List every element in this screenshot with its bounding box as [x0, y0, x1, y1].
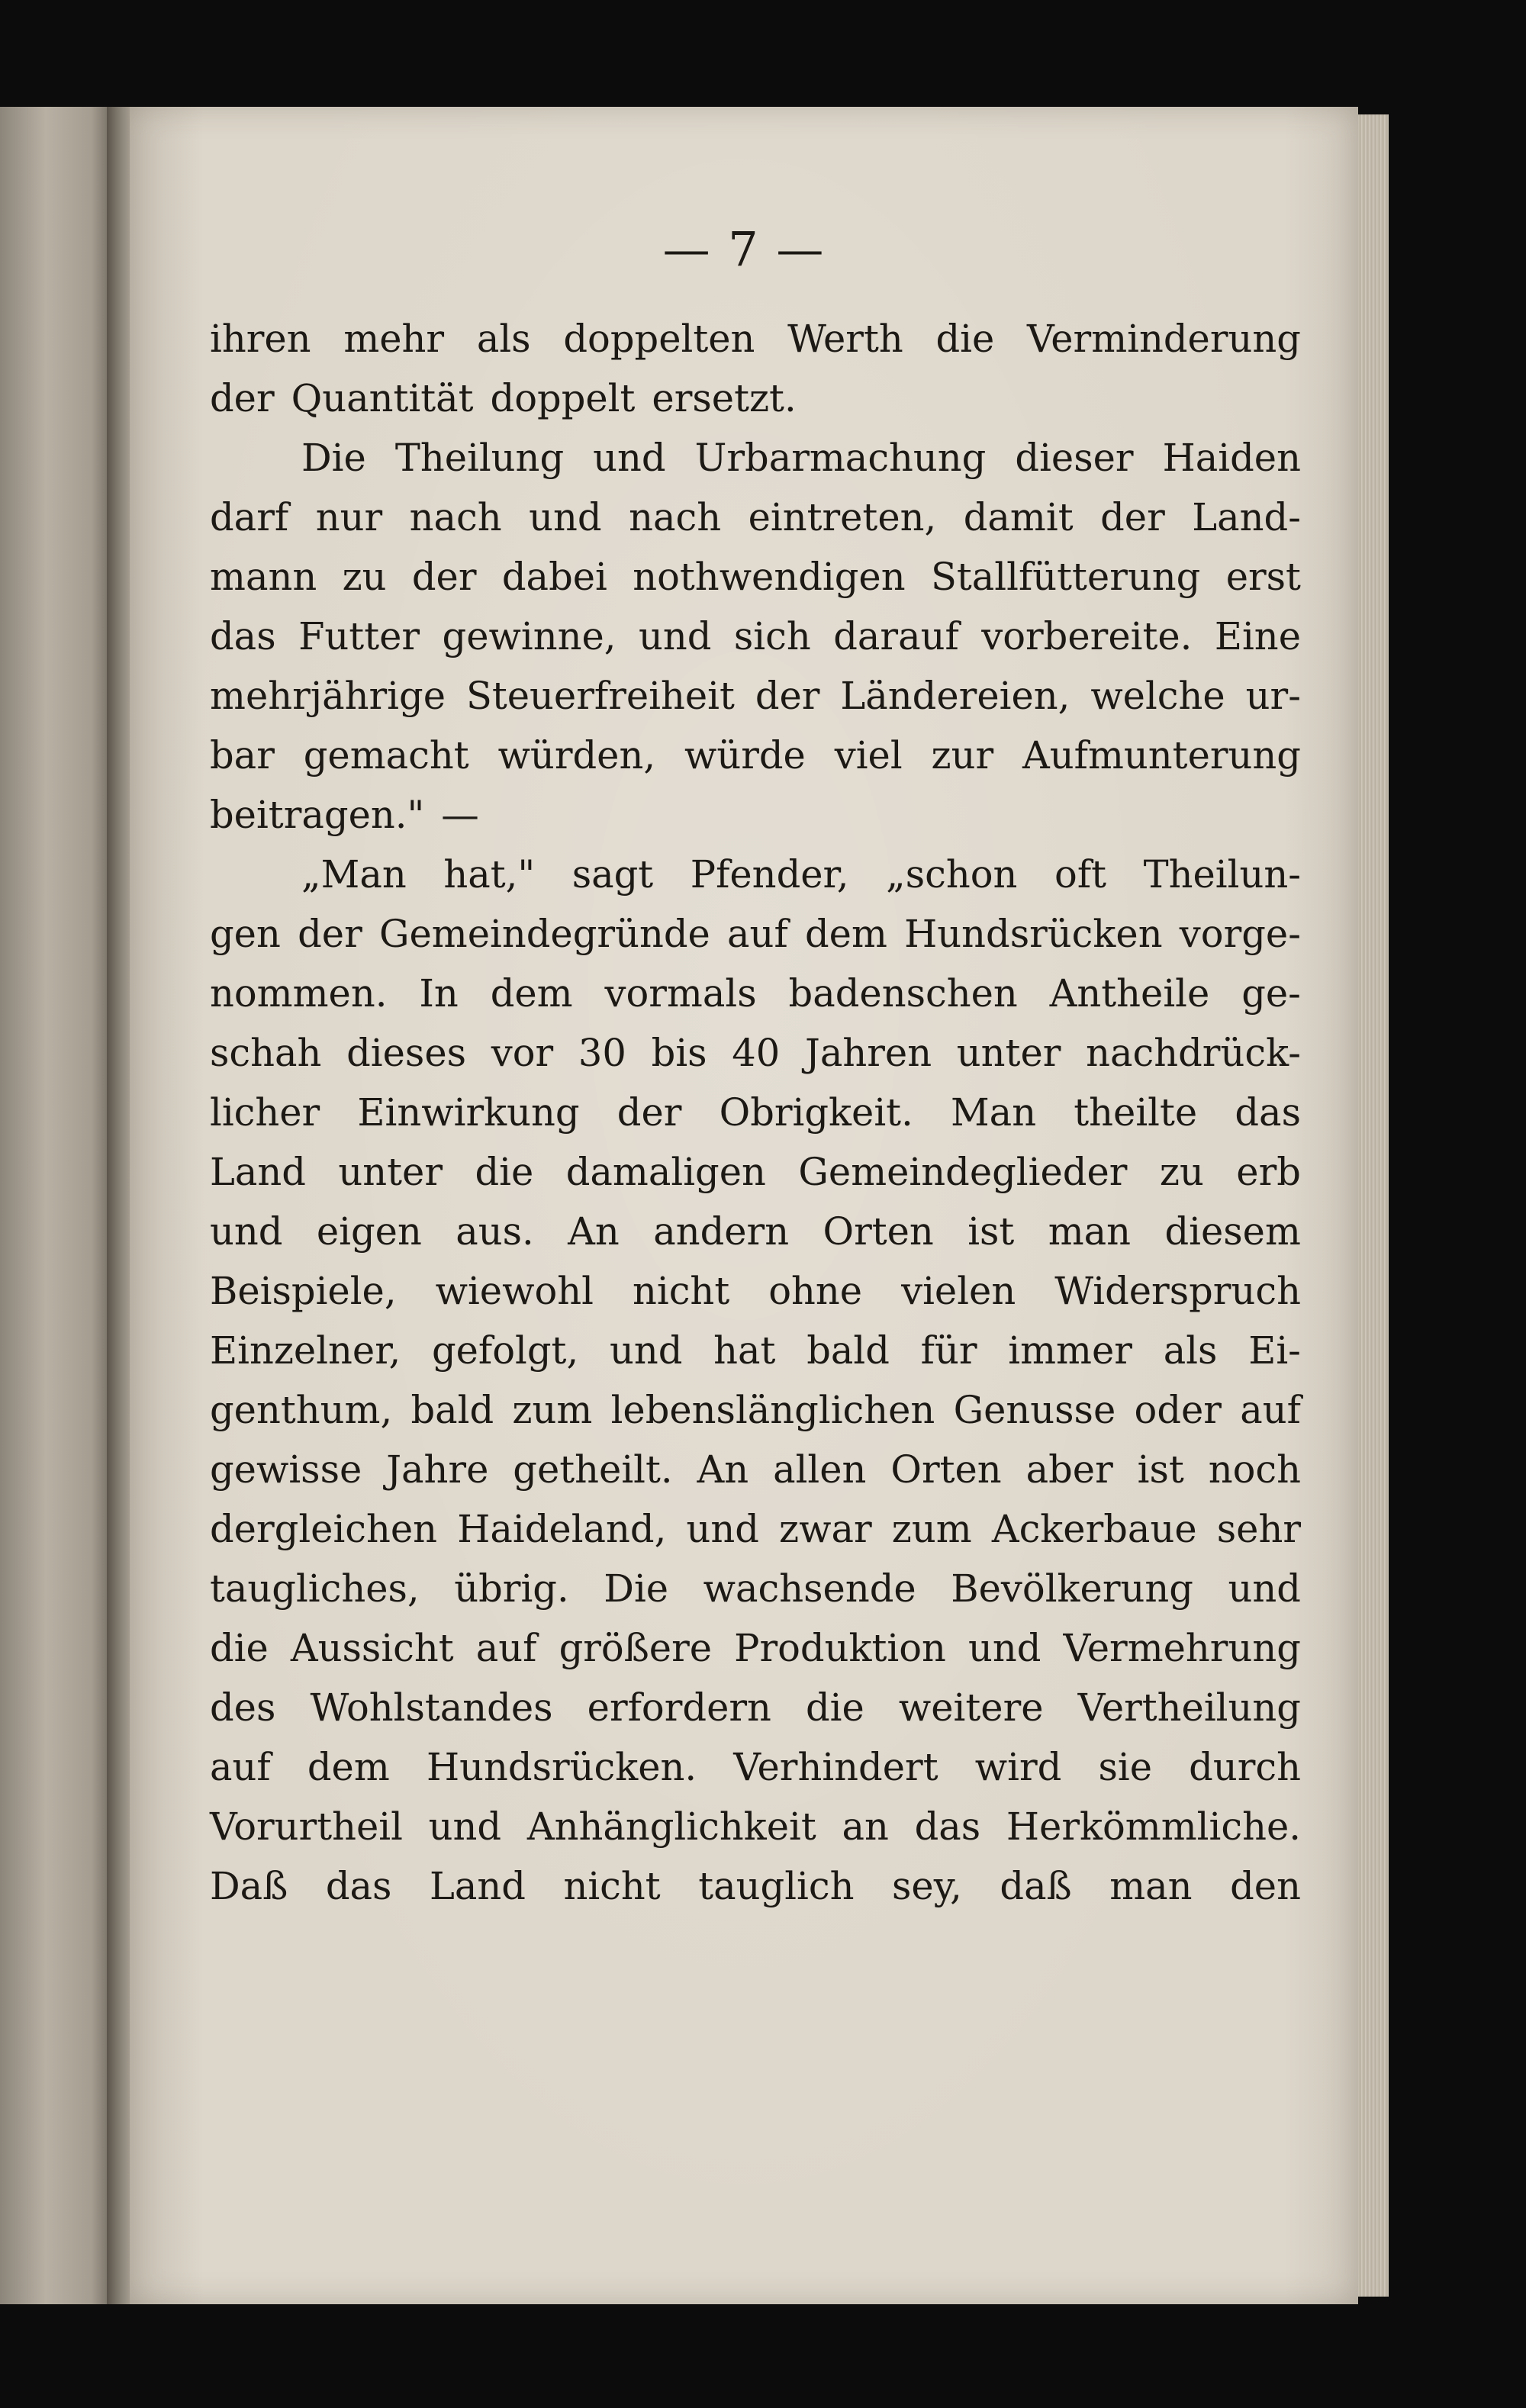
- text-line: [210, 1797, 1301, 1856]
- word: wiewohl: [435, 1269, 594, 1313]
- word: Aussicht: [290, 1626, 454, 1670]
- word: unter: [338, 1150, 443, 1194]
- word: tauglich: [698, 1864, 855, 1908]
- word: Wohlstandes: [310, 1685, 553, 1730]
- book-page: [130, 107, 1358, 2304]
- word: noch: [1208, 1447, 1301, 1492]
- word: diesem: [1164, 1209, 1301, 1254]
- text-line: [210, 1380, 1301, 1440]
- word: mehr: [343, 317, 445, 361]
- word: bald: [410, 1388, 494, 1432]
- text-line: [210, 1737, 1301, 1797]
- word: damaligen: [565, 1150, 766, 1194]
- word: aber: [1025, 1447, 1113, 1492]
- word: Man: [951, 1090, 1037, 1135]
- text-line: [210, 1618, 1301, 1678]
- word: auf: [727, 912, 788, 956]
- word: Orten: [823, 1209, 934, 1254]
- word: sagt: [571, 852, 654, 897]
- word: ist: [967, 1209, 1015, 1254]
- word: Eine: [1214, 614, 1301, 658]
- word: Daß: [210, 1864, 288, 1908]
- word: den: [1230, 1864, 1301, 1908]
- word: zum: [512, 1388, 593, 1432]
- word: Bevölkerung: [951, 1566, 1193, 1611]
- word: Einwirkung: [357, 1090, 580, 1135]
- word: 30: [578, 1031, 626, 1075]
- word: Widerspruch: [1054, 1269, 1301, 1313]
- word: vielen: [901, 1269, 1016, 1313]
- word: die: [806, 1685, 864, 1730]
- text-line: [210, 1261, 1301, 1321]
- word: Land-: [1192, 495, 1301, 539]
- word: Aufmunterung: [1022, 733, 1301, 777]
- word: ur-: [1245, 674, 1301, 718]
- page-number: — 7 —: [662, 221, 826, 277]
- word: der: [617, 1090, 682, 1135]
- text-line: [210, 666, 1301, 726]
- word: Gemeindegründe: [378, 912, 710, 956]
- word: und: [428, 1804, 502, 1849]
- word: sey,: [892, 1864, 962, 1908]
- word: 40: [732, 1031, 781, 1075]
- word: Produktion: [734, 1626, 946, 1670]
- word: hat,": [443, 852, 536, 897]
- word: dem: [804, 912, 887, 956]
- word: darauf: [833, 614, 959, 658]
- word: gemacht: [303, 733, 469, 777]
- word: Stallfütterung: [930, 555, 1201, 599]
- word: ist: [1137, 1447, 1184, 1492]
- word: doppelt: [490, 376, 636, 420]
- word: Land: [210, 1150, 306, 1194]
- word: beitragen.": [210, 793, 425, 837]
- word: auf: [1240, 1388, 1301, 1432]
- word: An: [697, 1447, 749, 1492]
- word: Vertheilung: [1077, 1685, 1301, 1730]
- word: die: [475, 1150, 534, 1194]
- word: Gemeindeglieder: [798, 1150, 1128, 1194]
- page-stack-edge: [1358, 114, 1389, 2297]
- text-line: [210, 845, 1301, 904]
- text-line: [210, 964, 1301, 1023]
- word: Quantität: [291, 376, 474, 420]
- word: dabei: [501, 555, 607, 599]
- text-line: [210, 785, 1301, 845]
- word: der: [411, 555, 477, 599]
- word: —: [441, 793, 479, 837]
- word: würden,: [497, 733, 656, 777]
- word: Die: [301, 436, 366, 480]
- word: das: [914, 1804, 981, 1849]
- word: der: [755, 674, 820, 718]
- word: schah: [210, 1031, 322, 1075]
- word: Ländereien,: [840, 674, 1070, 718]
- word: sich: [733, 614, 811, 658]
- word: „Man: [301, 852, 407, 897]
- word: Haiden: [1162, 436, 1301, 480]
- word: Steuerfreiheit: [465, 674, 735, 718]
- word: der: [1100, 495, 1165, 539]
- word: gewinne,: [442, 614, 617, 658]
- word: Jahren: [805, 1031, 932, 1075]
- word: nicht: [563, 1864, 661, 1908]
- word: die: [210, 1626, 269, 1670]
- word: durch: [1189, 1745, 1301, 1789]
- text-line: [210, 1321, 1301, 1380]
- word: und: [529, 495, 602, 539]
- word: Theilung: [394, 436, 565, 480]
- word: Hundsrücken.: [426, 1745, 697, 1789]
- word: badenschen: [788, 971, 1018, 1016]
- word: nothwendigen: [633, 555, 906, 599]
- word: oder: [1134, 1388, 1222, 1432]
- word: Pfender,: [690, 852, 849, 897]
- word: Genusse: [953, 1388, 1116, 1432]
- word: allen: [773, 1447, 867, 1492]
- word: erb: [1236, 1150, 1301, 1194]
- word: hat: [713, 1328, 776, 1373]
- word: darf: [210, 495, 289, 539]
- word: bar: [210, 733, 275, 777]
- word: doppelten: [563, 317, 755, 361]
- word: viel: [834, 733, 903, 777]
- word: Verminderung: [1027, 317, 1301, 361]
- body-text: [210, 309, 1301, 1916]
- text-line: [210, 547, 1301, 607]
- word: dieses: [346, 1031, 467, 1075]
- word: Orten: [890, 1447, 1002, 1492]
- word: eigen: [316, 1209, 422, 1254]
- word: und: [638, 614, 712, 658]
- word: Anhänglichkeit: [526, 1804, 816, 1849]
- word: an: [842, 1804, 889, 1849]
- text-line: [210, 1142, 1301, 1202]
- word: mann: [210, 555, 317, 599]
- word: übrig.: [454, 1566, 569, 1611]
- word: zum: [891, 1507, 972, 1551]
- word: Jahre: [386, 1447, 489, 1492]
- text-line: [210, 488, 1301, 547]
- text-line: [210, 1559, 1301, 1618]
- word: und: [967, 1626, 1041, 1670]
- word: Einzelner,: [210, 1328, 401, 1373]
- text-line: [210, 1083, 1301, 1142]
- text-line: [210, 607, 1301, 666]
- word: für: [920, 1328, 977, 1373]
- word: und: [1228, 1566, 1301, 1611]
- word: oft: [1054, 852, 1107, 897]
- word: und: [686, 1507, 759, 1551]
- word: dem: [307, 1745, 390, 1789]
- word: würde: [684, 733, 806, 777]
- word: welche: [1090, 674, 1225, 718]
- word: das: [325, 1864, 392, 1908]
- word: dem: [490, 971, 573, 1016]
- word: die: [935, 317, 995, 361]
- word: bis: [651, 1031, 707, 1075]
- word: Werth: [787, 317, 903, 361]
- word: vorbereite.: [981, 614, 1193, 658]
- word: Obrigkeit.: [719, 1090, 913, 1135]
- word: zur: [931, 733, 994, 777]
- word: gefolgt,: [431, 1328, 579, 1373]
- word: unter: [956, 1031, 1061, 1075]
- text-line: [210, 1023, 1301, 1083]
- word: bald: [806, 1328, 890, 1373]
- word: Ackerbaue: [991, 1507, 1197, 1551]
- word: ge-: [1241, 971, 1301, 1016]
- word: sie: [1098, 1745, 1152, 1789]
- word: der: [298, 912, 362, 956]
- word: Hundsrücken: [904, 912, 1163, 956]
- word: „schon: [886, 852, 1018, 897]
- text-line: [210, 428, 1301, 488]
- word: In: [419, 971, 459, 1016]
- word: dergleichen: [210, 1507, 438, 1551]
- word: als: [476, 317, 531, 361]
- word: ersetzt.: [652, 376, 797, 420]
- text-line: [210, 1678, 1301, 1737]
- word: Antheile: [1049, 971, 1210, 1016]
- word: auf: [210, 1745, 271, 1789]
- word: zwar: [779, 1507, 872, 1551]
- word: Die: [604, 1566, 669, 1611]
- text-line: [210, 726, 1301, 785]
- word: lebenslänglichen: [610, 1388, 935, 1432]
- text-line: [210, 309, 1301, 369]
- word: größere: [559, 1626, 713, 1670]
- text-line: [210, 1202, 1301, 1261]
- facing-page-edge: [0, 107, 114, 2304]
- word: Futter: [298, 614, 420, 658]
- word: vormals: [604, 971, 757, 1016]
- word: dieser: [1015, 436, 1134, 480]
- word: und: [609, 1328, 683, 1373]
- word: ohne: [768, 1269, 863, 1313]
- word: andern: [653, 1209, 790, 1254]
- word: damit: [963, 495, 1074, 539]
- word: aus.: [456, 1209, 534, 1254]
- word: sehr: [1216, 1507, 1301, 1551]
- word: Herkömmliche.: [1006, 1804, 1301, 1849]
- word: des: [210, 1685, 276, 1730]
- word: vorge-: [1179, 912, 1301, 956]
- word: und: [593, 436, 666, 480]
- word: Ei-: [1248, 1328, 1301, 1373]
- word: theilte: [1074, 1090, 1198, 1135]
- word: mehrjährige: [210, 674, 446, 718]
- word: immer: [1008, 1328, 1132, 1373]
- word: gen: [210, 912, 281, 956]
- word: weitere: [898, 1685, 1044, 1730]
- word: getheilt.: [513, 1447, 673, 1492]
- word: nachdrück-: [1086, 1031, 1301, 1075]
- word: erfordern: [587, 1685, 771, 1730]
- word: Vorurtheil: [210, 1804, 403, 1849]
- word: das: [210, 614, 276, 658]
- word: man: [1048, 1209, 1132, 1254]
- word: Urbarmachung: [694, 436, 987, 480]
- word: gewisse: [210, 1447, 362, 1492]
- word: vor: [491, 1031, 554, 1075]
- word: zu: [342, 555, 387, 599]
- word: Vermehrung: [1063, 1626, 1301, 1670]
- word: man: [1109, 1864, 1193, 1908]
- text-line: [210, 1856, 1301, 1916]
- word: genthum,: [210, 1388, 393, 1432]
- word: wird: [974, 1745, 1062, 1789]
- word: erst: [1225, 555, 1301, 599]
- text-line: [210, 904, 1301, 964]
- text-line: [210, 369, 1301, 428]
- text-line: [210, 1440, 1301, 1499]
- word: und: [210, 1209, 283, 1254]
- word: taugliches,: [210, 1566, 420, 1611]
- word: daß: [1000, 1864, 1072, 1908]
- word: licher: [210, 1090, 320, 1135]
- word: nur: [315, 495, 383, 539]
- word: wachsende: [703, 1566, 916, 1611]
- word: eintreten,: [748, 495, 937, 539]
- word: das: [1235, 1090, 1301, 1135]
- word: An: [568, 1209, 620, 1254]
- word: Verhindert: [733, 1745, 938, 1789]
- word: der: [210, 376, 275, 420]
- word: nommen.: [210, 971, 388, 1016]
- word: Beispiele,: [210, 1269, 397, 1313]
- word: nicht: [633, 1269, 730, 1313]
- word: Land: [429, 1864, 526, 1908]
- word: nach: [629, 495, 722, 539]
- word: Theilun-: [1143, 852, 1301, 897]
- text-line: [210, 1499, 1301, 1559]
- word: Haideland,: [457, 1507, 667, 1551]
- word: als: [1163, 1328, 1218, 1373]
- word: nach: [409, 495, 502, 539]
- word: zu: [1159, 1150, 1204, 1194]
- word: auf: [475, 1626, 537, 1670]
- word: ihren: [210, 317, 311, 361]
